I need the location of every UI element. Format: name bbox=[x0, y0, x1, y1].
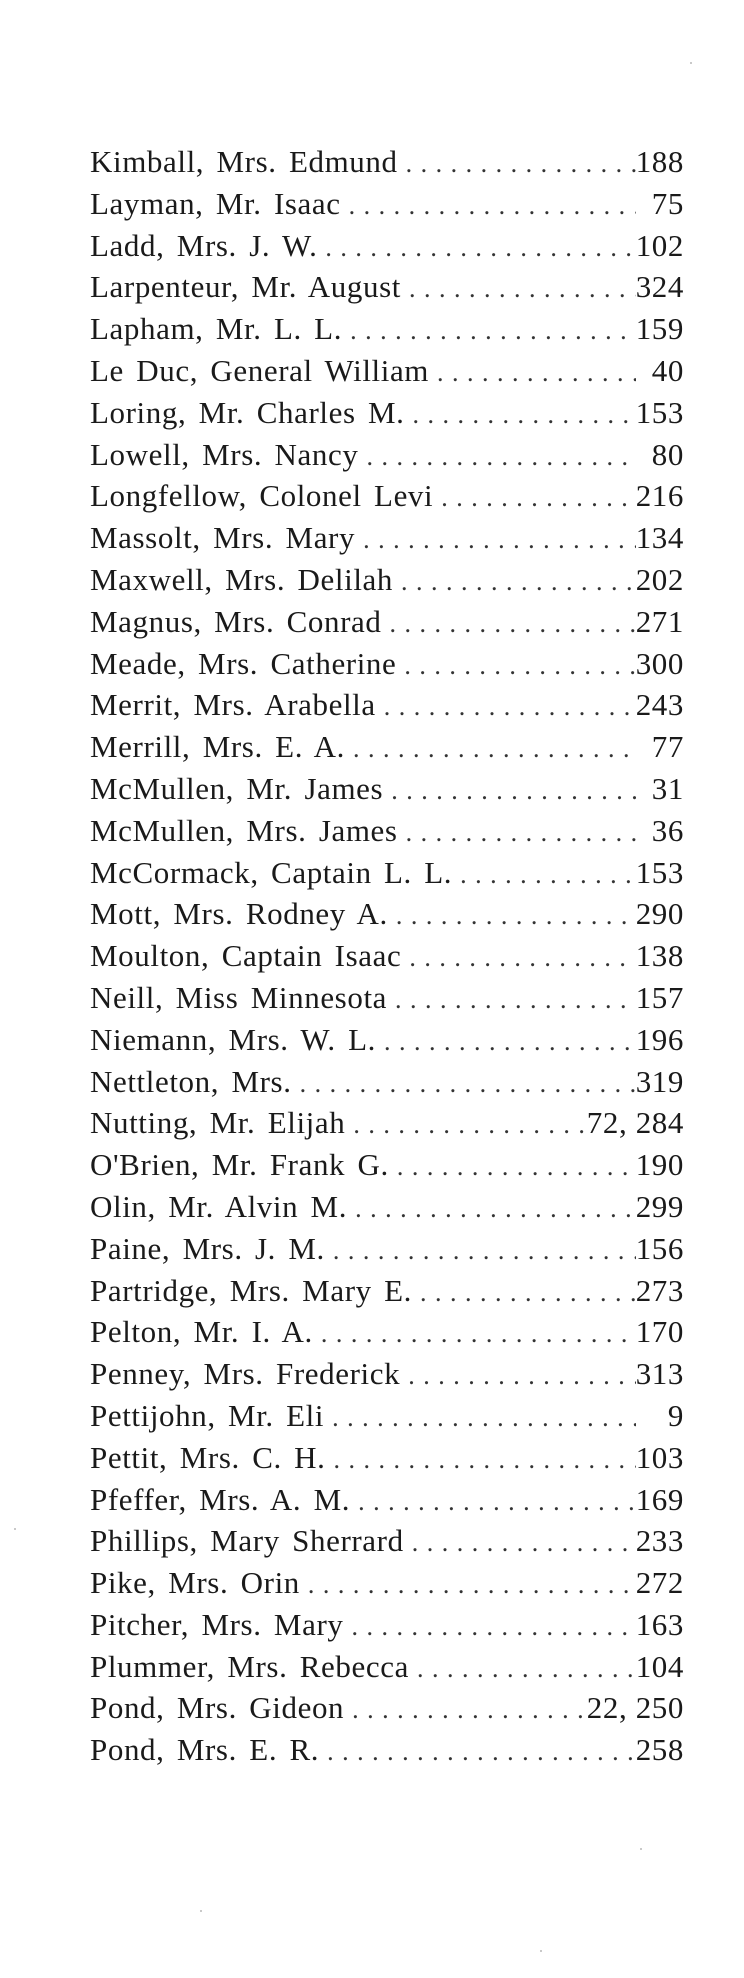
entry-page: 153 bbox=[635, 394, 684, 430]
index-entry bbox=[90, 1562, 684, 1604]
dot-leader bbox=[344, 1689, 587, 1729]
index-entry bbox=[90, 266, 684, 308]
index-entry bbox=[90, 1395, 684, 1437]
entry-page: 157 bbox=[635, 979, 684, 1015]
dot-leader bbox=[398, 812, 636, 852]
entry-page: 243 bbox=[635, 687, 684, 723]
index-entry bbox=[90, 1729, 684, 1771]
entry-page: 134 bbox=[635, 520, 684, 556]
entry-page: 196 bbox=[635, 1021, 684, 1057]
entry-page: 22, 250 bbox=[586, 1690, 684, 1726]
entry-name: Larpenteur, Mr. August bbox=[90, 269, 401, 305]
index-entry bbox=[90, 1437, 684, 1479]
dot-leader bbox=[398, 143, 636, 183]
entry-name: Loring, Mr. Charles M. bbox=[90, 394, 405, 430]
entry-name: Le Duc, General William bbox=[90, 352, 430, 388]
dot-leader bbox=[388, 895, 636, 935]
entry-page: 233 bbox=[635, 1523, 684, 1559]
entry-name: Massolt, Mrs. Mary bbox=[90, 520, 356, 556]
dot-leader bbox=[429, 352, 636, 392]
entry-name: McCormack, Captain L. L. bbox=[90, 854, 453, 890]
entry-page: 9 bbox=[667, 1397, 684, 1433]
entry-name: Pfeffer, Mrs. A. M. bbox=[90, 1481, 351, 1517]
paper-speck bbox=[690, 62, 692, 64]
index-entry bbox=[90, 1019, 684, 1061]
index-entry bbox=[90, 601, 684, 643]
entry-page: 216 bbox=[635, 478, 684, 514]
dot-leader bbox=[355, 519, 636, 559]
index-entry bbox=[90, 434, 684, 476]
entry-page: 138 bbox=[635, 938, 684, 974]
entry-name: Pettijohn, Mr. Eli bbox=[90, 1397, 325, 1433]
dot-leader bbox=[324, 1397, 636, 1437]
index-entry bbox=[90, 893, 684, 935]
index-entry bbox=[90, 1270, 684, 1312]
entry-name: Maxwell, Mrs. Delilah bbox=[90, 561, 393, 597]
entry-page: 324 bbox=[635, 269, 684, 305]
index-entry bbox=[90, 726, 684, 768]
entry-page: 300 bbox=[635, 645, 684, 681]
entry-page: 273 bbox=[635, 1272, 684, 1308]
entry-page: 170 bbox=[635, 1314, 684, 1350]
entry-page: 103 bbox=[635, 1439, 684, 1475]
entry-page: 190 bbox=[635, 1147, 684, 1183]
entry-page: 319 bbox=[635, 1063, 684, 1099]
index-entry bbox=[90, 810, 684, 852]
dot-leader bbox=[326, 1439, 636, 1479]
dot-leader bbox=[343, 1606, 635, 1646]
index-entry bbox=[90, 1311, 684, 1353]
entry-page: 80 bbox=[651, 436, 684, 472]
entry-page: 102 bbox=[635, 227, 684, 263]
index-entry bbox=[90, 935, 684, 977]
entry-name: Pitcher, Mrs. Mary bbox=[90, 1606, 344, 1642]
dot-leader bbox=[345, 1104, 586, 1144]
paper-speck bbox=[14, 1528, 16, 1530]
index-entry bbox=[90, 225, 684, 267]
dot-leader bbox=[350, 1481, 636, 1521]
index-entry bbox=[90, 768, 684, 810]
entry-name: Ladd, Mrs. J. W. bbox=[90, 227, 318, 263]
paper-speck bbox=[540, 1950, 542, 1952]
dot-leader bbox=[376, 1021, 636, 1061]
entry-page: 271 bbox=[635, 603, 684, 639]
index-list bbox=[90, 141, 684, 1771]
dot-leader bbox=[393, 561, 636, 601]
entry-page: 159 bbox=[635, 311, 684, 347]
entry-name: McMullen, Mr. James bbox=[90, 770, 384, 806]
index-entry bbox=[90, 1479, 684, 1521]
index-entry bbox=[90, 350, 684, 392]
dot-leader bbox=[382, 603, 636, 643]
entry-name: Merrit, Mrs. Arabella bbox=[90, 687, 376, 723]
entry-name: Niemann, Mrs. W. L. bbox=[90, 1021, 377, 1057]
dot-leader bbox=[325, 1230, 636, 1270]
dot-leader bbox=[347, 1188, 636, 1228]
index-entry bbox=[90, 517, 684, 559]
entry-name: Layman, Mr. Isaac bbox=[90, 185, 341, 221]
entry-page: 77 bbox=[651, 729, 684, 765]
paper-speck bbox=[200, 1910, 202, 1912]
entry-page: 290 bbox=[635, 896, 684, 932]
entry-name: Longfellow, Colonel Levi bbox=[90, 478, 434, 514]
index-entry bbox=[90, 1687, 684, 1729]
index-entry bbox=[90, 1520, 684, 1562]
entry-name: Merrill, Mrs. E. A. bbox=[90, 729, 346, 765]
index-entry bbox=[90, 1353, 684, 1395]
index-entry bbox=[90, 1186, 684, 1228]
dot-leader bbox=[292, 1063, 636, 1103]
entry-name: O'Brien, Mr. Frank G. bbox=[90, 1147, 389, 1183]
entry-name: Magnus, Mrs. Conrad bbox=[90, 603, 382, 639]
index-entry bbox=[90, 1604, 684, 1646]
entry-name: Lapham, Mr. L. L. bbox=[90, 311, 343, 347]
dot-leader bbox=[389, 1146, 636, 1186]
dot-leader bbox=[433, 477, 635, 517]
dot-leader bbox=[358, 436, 636, 476]
entry-name: Nettleton, Mrs. bbox=[90, 1063, 292, 1099]
dot-leader bbox=[396, 645, 635, 685]
entry-page: 104 bbox=[635, 1648, 684, 1684]
index-entry bbox=[90, 1061, 684, 1103]
dot-leader bbox=[405, 394, 636, 434]
dot-leader bbox=[409, 1648, 636, 1688]
entry-name: Plummer, Mrs. Rebecca bbox=[90, 1648, 409, 1684]
entry-page: 258 bbox=[635, 1732, 684, 1768]
index-entry bbox=[90, 1646, 684, 1688]
index-entry bbox=[90, 475, 684, 517]
entry-name: Moulton, Captain Isaac bbox=[90, 938, 402, 974]
dot-leader bbox=[313, 1313, 636, 1353]
entry-page: 31 bbox=[651, 770, 684, 806]
dot-leader bbox=[300, 1564, 636, 1604]
entry-page: 40 bbox=[651, 352, 684, 388]
entry-name: Kimball, Mrs. Edmund bbox=[90, 144, 398, 179]
entry-page: 188 bbox=[635, 144, 684, 179]
dot-leader bbox=[341, 185, 636, 225]
dot-leader bbox=[401, 268, 636, 308]
dot-leader bbox=[376, 686, 636, 726]
dot-leader bbox=[387, 979, 636, 1019]
index-entry bbox=[90, 559, 684, 601]
entry-page: 169 bbox=[635, 1481, 684, 1517]
dot-leader bbox=[452, 854, 636, 894]
entry-page: 299 bbox=[635, 1188, 684, 1224]
entry-page: 272 bbox=[635, 1565, 684, 1601]
index-entry bbox=[90, 684, 684, 726]
dot-leader bbox=[345, 728, 636, 768]
entry-name: Pond, Mrs. E. R. bbox=[90, 1732, 320, 1768]
dot-leader bbox=[319, 1731, 636, 1771]
index-entry bbox=[90, 1228, 684, 1270]
index-entry bbox=[90, 643, 684, 685]
entry-page: 72, 284 bbox=[586, 1105, 684, 1141]
index-entry bbox=[90, 183, 684, 225]
dot-leader bbox=[412, 1272, 636, 1312]
entry-name: Nutting, Mr. Elijah bbox=[90, 1105, 346, 1141]
entry-name: Mott, Mrs. Rodney A. bbox=[90, 896, 388, 932]
index-entry bbox=[90, 852, 684, 894]
dot-leader bbox=[400, 1355, 636, 1395]
paper-speck bbox=[640, 1848, 642, 1850]
entry-page: 163 bbox=[635, 1606, 684, 1642]
entry-name: Meade, Mrs. Catherine bbox=[90, 645, 397, 681]
index-entry bbox=[90, 141, 684, 183]
dot-leader bbox=[404, 1522, 636, 1562]
entry-name: Phillips, Mary Sherrard bbox=[90, 1523, 404, 1559]
dot-leader bbox=[317, 227, 635, 267]
entry-page: 156 bbox=[635, 1230, 684, 1266]
index-entry bbox=[90, 308, 684, 350]
entry-page: 313 bbox=[635, 1356, 684, 1392]
entry-name: Olin, Mr. Alvin M. bbox=[90, 1188, 348, 1224]
entry-name: Partridge, Mrs. Mary E. bbox=[90, 1272, 412, 1308]
entry-name: Paine, Mrs. J. M. bbox=[90, 1230, 325, 1266]
index-entry bbox=[90, 1102, 684, 1144]
entry-name: McMullen, Mrs. James bbox=[90, 812, 398, 848]
entry-name: Pelton, Mr. I. A. bbox=[90, 1314, 313, 1350]
entry-page: 36 bbox=[651, 812, 684, 848]
entry-page: 153 bbox=[635, 854, 684, 890]
index-entry bbox=[90, 1144, 684, 1186]
index-entry bbox=[90, 392, 684, 434]
entry-page: 202 bbox=[635, 561, 684, 597]
index-entry bbox=[90, 977, 684, 1019]
dot-leader bbox=[383, 770, 636, 810]
dot-leader bbox=[401, 937, 635, 977]
entry-page: 75 bbox=[651, 185, 684, 221]
entry-name: Pettit, Mrs. C. H. bbox=[90, 1439, 326, 1475]
entry-name: Neill, Miss Minnesota bbox=[90, 979, 388, 1015]
entry-name: Pike, Mrs. Orin bbox=[90, 1565, 300, 1601]
entry-name: Lowell, Mrs. Nancy bbox=[90, 436, 359, 472]
entry-name: Pond, Mrs. Gideon bbox=[90, 1690, 345, 1726]
dot-leader bbox=[342, 310, 636, 350]
entry-name: Penney, Mrs. Frederick bbox=[90, 1356, 401, 1392]
